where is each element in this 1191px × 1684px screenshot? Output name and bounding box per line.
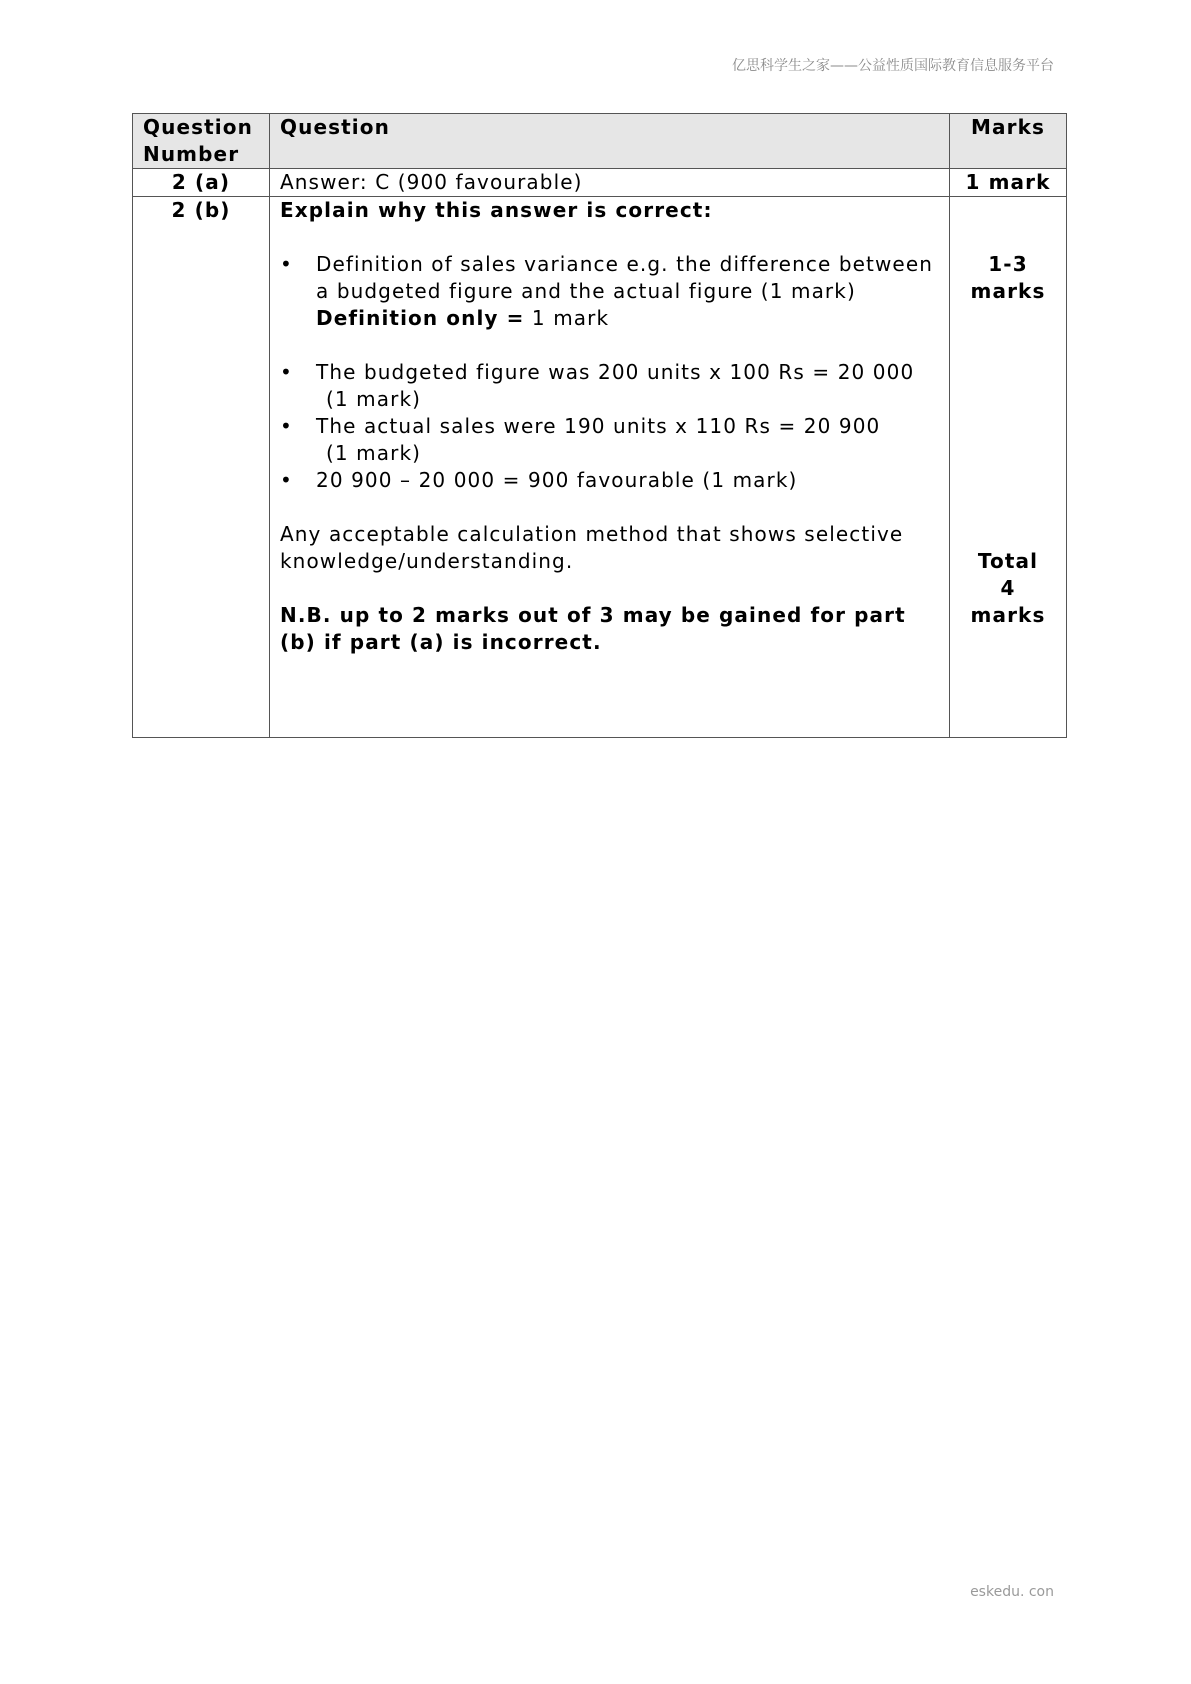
- definition-only-marks: 1 mark: [524, 306, 610, 330]
- list-item: [280, 467, 939, 494]
- marks-range-line2: marks: [970, 279, 1046, 303]
- bullet-icon: •: [280, 414, 293, 438]
- footer-site-text: eskedu. con: [970, 1584, 1054, 1600]
- bullet-icon: •: [280, 468, 293, 492]
- header-marks: Marks: [950, 114, 1067, 169]
- list-item: [280, 251, 939, 332]
- variance-result-text: 20 900 – 20 000 = 900 favourable (1 mark): [316, 468, 798, 492]
- header-number-line1: Question: [143, 115, 253, 139]
- actual-sales-mark: (1 mark): [326, 441, 422, 465]
- bullet-list-calculation: [280, 359, 939, 494]
- list-item: [280, 413, 939, 467]
- header-number-line2: Number: [143, 142, 240, 166]
- acceptable-method-note: Any acceptable calculation method that shows selective knowledge/understanding.: [280, 522, 904, 573]
- header-question-number: [133, 114, 270, 169]
- definition-only-label: Definition only =: [316, 306, 525, 330]
- question-body-2b: [270, 197, 950, 738]
- table-row-2a: [133, 169, 1067, 197]
- marks-2a: 1 mark: [950, 169, 1067, 197]
- table-header-row: [133, 114, 1067, 169]
- marks-2b: [950, 197, 1067, 738]
- list-item: [280, 359, 939, 413]
- bullet-icon: •: [280, 252, 293, 276]
- marks-range-line1: 1-3: [988, 252, 1028, 276]
- table-row-2b: [133, 197, 1067, 738]
- budgeted-figure-mark: (1 mark): [326, 387, 422, 411]
- question-number-2a: 2 (a): [133, 169, 270, 197]
- mark-scheme-table: [132, 113, 1067, 738]
- actual-sales-text: The actual sales were 190 units x 110 Rs = 20 900: [316, 414, 881, 438]
- answer-2a: Answer: C (900 favourable): [270, 169, 950, 197]
- watermark-text: 亿思科学生之家——公益性质国际教育信息服务平台: [732, 58, 1054, 74]
- budgeted-figure-text: The budgeted figure was 200 units x 100 Rs = 20 000: [316, 360, 915, 384]
- definition-text: Definition of sales variance e.g. the difference between a budgeted figure and the actual figure (1 mark): [316, 252, 934, 303]
- nb-note: N.B. up to 2 marks out of 3 may be gained for part (b) if part (a) is incorrect.: [280, 603, 906, 654]
- bullet-icon: •: [280, 360, 293, 384]
- bullet-list-definition: [280, 251, 939, 332]
- explain-heading: Explain why this answer is correct:: [280, 198, 713, 222]
- header-question: Question: [270, 114, 950, 169]
- total-marks: 4 marks: [970, 576, 1046, 627]
- total-label: Total: [977, 549, 1039, 573]
- question-number-2b: 2 (b): [133, 197, 270, 738]
